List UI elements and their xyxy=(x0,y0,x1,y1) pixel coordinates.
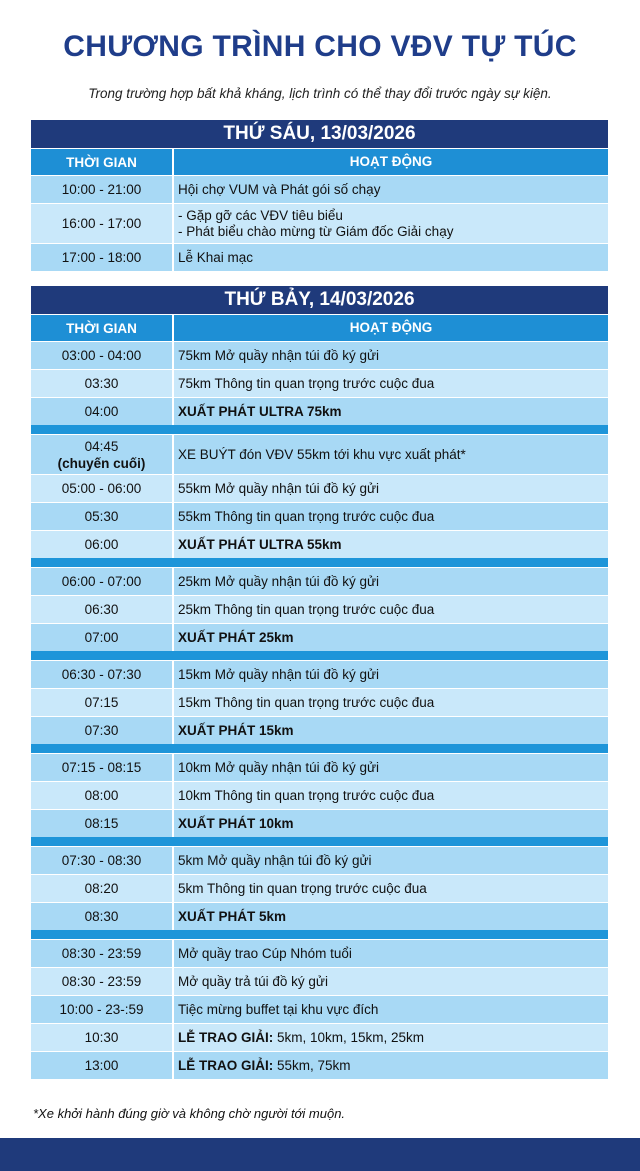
activity-cell: 75km Mở quầy nhận túi đồ ký gửi xyxy=(178,347,379,363)
activity-cell: XUẤT PHÁT 25km xyxy=(178,629,294,645)
activity-cell: 55km Mở quầy nhận túi đồ ký gửi xyxy=(178,480,379,496)
award-label: LỄ TRAO GIẢI: xyxy=(178,1057,274,1073)
table-row xyxy=(31,567,608,595)
table-row xyxy=(31,995,608,1023)
time-cell: 08:30 - 23:59 xyxy=(31,940,174,967)
table-row xyxy=(31,623,608,651)
activity-cell: XUẤT PHÁT 10km xyxy=(178,815,294,831)
table-row xyxy=(31,688,608,716)
table-row xyxy=(31,1023,608,1051)
time-cell: 13:00 xyxy=(31,1052,174,1079)
footer-bar xyxy=(0,1138,640,1171)
time-cell: 10:00 - 21:00 xyxy=(31,176,174,203)
table-row xyxy=(31,716,608,744)
time-cell: 08:15 xyxy=(31,810,174,837)
time-cell: 05:00 - 06:00 xyxy=(31,475,174,502)
schedule-table-saturday xyxy=(31,286,608,1079)
day-header: THỨ SÁU, 13/03/2026 xyxy=(31,120,608,148)
time-cell: 10:30 xyxy=(31,1024,174,1051)
time-cell: 07:15 - 08:15 xyxy=(31,754,174,781)
table-row xyxy=(31,1051,608,1079)
column-header-time: THỜI GIAN xyxy=(31,315,174,341)
table-row xyxy=(31,397,608,425)
schedule-table-friday xyxy=(31,120,608,271)
table-row xyxy=(31,474,608,502)
day-header: THỨ BẢY, 14/03/2026 xyxy=(31,286,608,314)
table-row xyxy=(31,874,608,902)
column-header-row xyxy=(31,148,608,175)
activity-cell: Tiệc mừng buffet tại khu vực đích xyxy=(178,1001,379,1017)
table-row xyxy=(31,502,608,530)
group-separator xyxy=(31,651,608,660)
column-header-activity: HOẠT ĐỘNG xyxy=(349,154,433,169)
time-cell: 06:30 - 07:30 xyxy=(31,661,174,688)
table-row xyxy=(31,175,608,203)
award-distances: 5km, 10km, 15km, 25km xyxy=(273,1029,425,1045)
group-separator xyxy=(31,558,608,567)
activity-line: - Gặp gỡ các VĐV tiêu biểu xyxy=(178,207,343,223)
activity-cell: 5km Mở quầy nhận túi đồ ký gửi xyxy=(178,852,372,868)
column-header-row xyxy=(31,314,608,341)
time-value: 04:45 xyxy=(84,438,119,454)
table-row xyxy=(31,660,608,688)
time-cell: 05:30 xyxy=(31,503,174,530)
table-row xyxy=(31,595,608,623)
table-row xyxy=(31,369,608,397)
table-row xyxy=(31,939,608,967)
page-title: CHƯƠNG TRÌNH CHO VĐV TỰ TÚC xyxy=(63,30,577,63)
activity-line: - Phát biểu chào mừng từ Giám đốc Giải chạy xyxy=(178,223,454,239)
activity-cell: XUẤT PHÁT ULTRA 55km xyxy=(178,536,342,552)
activity-cell: 25km Mở quầy nhận túi đồ ký gửi xyxy=(178,573,379,589)
time-cell: 03:30 xyxy=(31,370,174,397)
table-row xyxy=(31,203,608,243)
activity-cell: XE BUÝT đón VĐV 55km tới khu vực xuất phát* xyxy=(178,446,466,462)
table-row xyxy=(31,846,608,874)
time-cell: 03:00 - 04:00 xyxy=(31,342,174,369)
activity-cell: 25km Thông tin quan trọng trước cuộc đua xyxy=(178,601,435,617)
group-separator xyxy=(31,930,608,939)
time-cell: 06:00 xyxy=(31,531,174,558)
time-cell: 08:30 - 23:59 xyxy=(31,968,174,995)
time-cell: 07:30 - 08:30 xyxy=(31,847,174,874)
group-separator xyxy=(31,837,608,846)
time-cell: 07:15 xyxy=(31,689,174,716)
activity-cell: Mở quầy trao Cúp Nhóm tuổi xyxy=(178,945,352,961)
time-cell: 07:30 xyxy=(31,717,174,744)
award-label: LỄ TRAO GIẢI: xyxy=(178,1029,274,1045)
time-cell: 17:00 - 18:00 xyxy=(31,244,174,271)
time-cell: 07:00 xyxy=(31,624,174,651)
table-row xyxy=(31,781,608,809)
time-cell: 16:00 - 17:00 xyxy=(31,204,174,243)
column-header-time: THỜI GIAN xyxy=(31,149,174,175)
activity-cell: XUẤT PHÁT 15km xyxy=(178,722,294,738)
group-separator xyxy=(31,425,608,434)
time-cell: 10:00 - 23-:59 xyxy=(31,996,174,1023)
time-cell: 04:00 xyxy=(31,398,174,425)
activity-cell: 5km Thông tin quan trọng trước cuộc đua xyxy=(178,880,427,896)
activity-cell: 15km Mở quầy nhận túi đồ ký gửi xyxy=(178,666,379,682)
activity-cell: 15km Thông tin quan trọng trước cuộc đua xyxy=(178,694,435,710)
time-note: (chuyến cuối) xyxy=(57,455,146,471)
subtitle-disclaimer: Trong trường hợp bất khả kháng, lịch trình có thể thay đổi trước ngày sự kiện. xyxy=(88,86,552,101)
table-row xyxy=(31,434,608,474)
table-row xyxy=(31,243,608,271)
activity-cell: 10km Mở quầy nhận túi đồ ký gửi xyxy=(178,759,379,775)
table-row xyxy=(31,809,608,837)
time-cell: 08:20 xyxy=(31,875,174,902)
table-row xyxy=(31,967,608,995)
column-header-activity: HOẠT ĐỘNG xyxy=(349,320,433,335)
table-row xyxy=(31,902,608,930)
footnote: *Xe khởi hành đúng giờ và không chờ người tới muộn. xyxy=(33,1106,346,1121)
time-cell: 08:30 xyxy=(31,903,174,930)
activity-cell: Hội chợ VUM và Phát gói số chạy xyxy=(178,181,381,197)
time-cell: 08:00 xyxy=(31,782,174,809)
time-cell xyxy=(31,435,174,474)
time-cell: 06:00 - 07:00 xyxy=(31,568,174,595)
activity-cell: XUẤT PHÁT ULTRA 75km xyxy=(178,403,342,419)
activity-cell: Mở quầy trả túi đồ ký gửi xyxy=(178,973,328,989)
activity-cell: 10km Thông tin quan trọng trước cuộc đua xyxy=(178,787,435,803)
table-row xyxy=(31,753,608,781)
group-separator xyxy=(31,744,608,753)
activity-cell xyxy=(174,1024,608,1051)
time-cell: 06:30 xyxy=(31,596,174,623)
table-row xyxy=(31,341,608,369)
table-row xyxy=(31,530,608,558)
activity-cell xyxy=(174,204,608,243)
award-distances: 55km, 75km xyxy=(273,1057,351,1073)
activity-cell xyxy=(174,1052,608,1079)
activity-cell: 55km Thông tin quan trọng trước cuộc đua xyxy=(178,508,435,524)
activity-cell: Lễ Khai mạc xyxy=(178,249,254,265)
activity-cell: XUẤT PHÁT 5km xyxy=(178,908,287,924)
activity-cell: 75km Thông tin quan trọng trước cuộc đua xyxy=(178,375,435,391)
